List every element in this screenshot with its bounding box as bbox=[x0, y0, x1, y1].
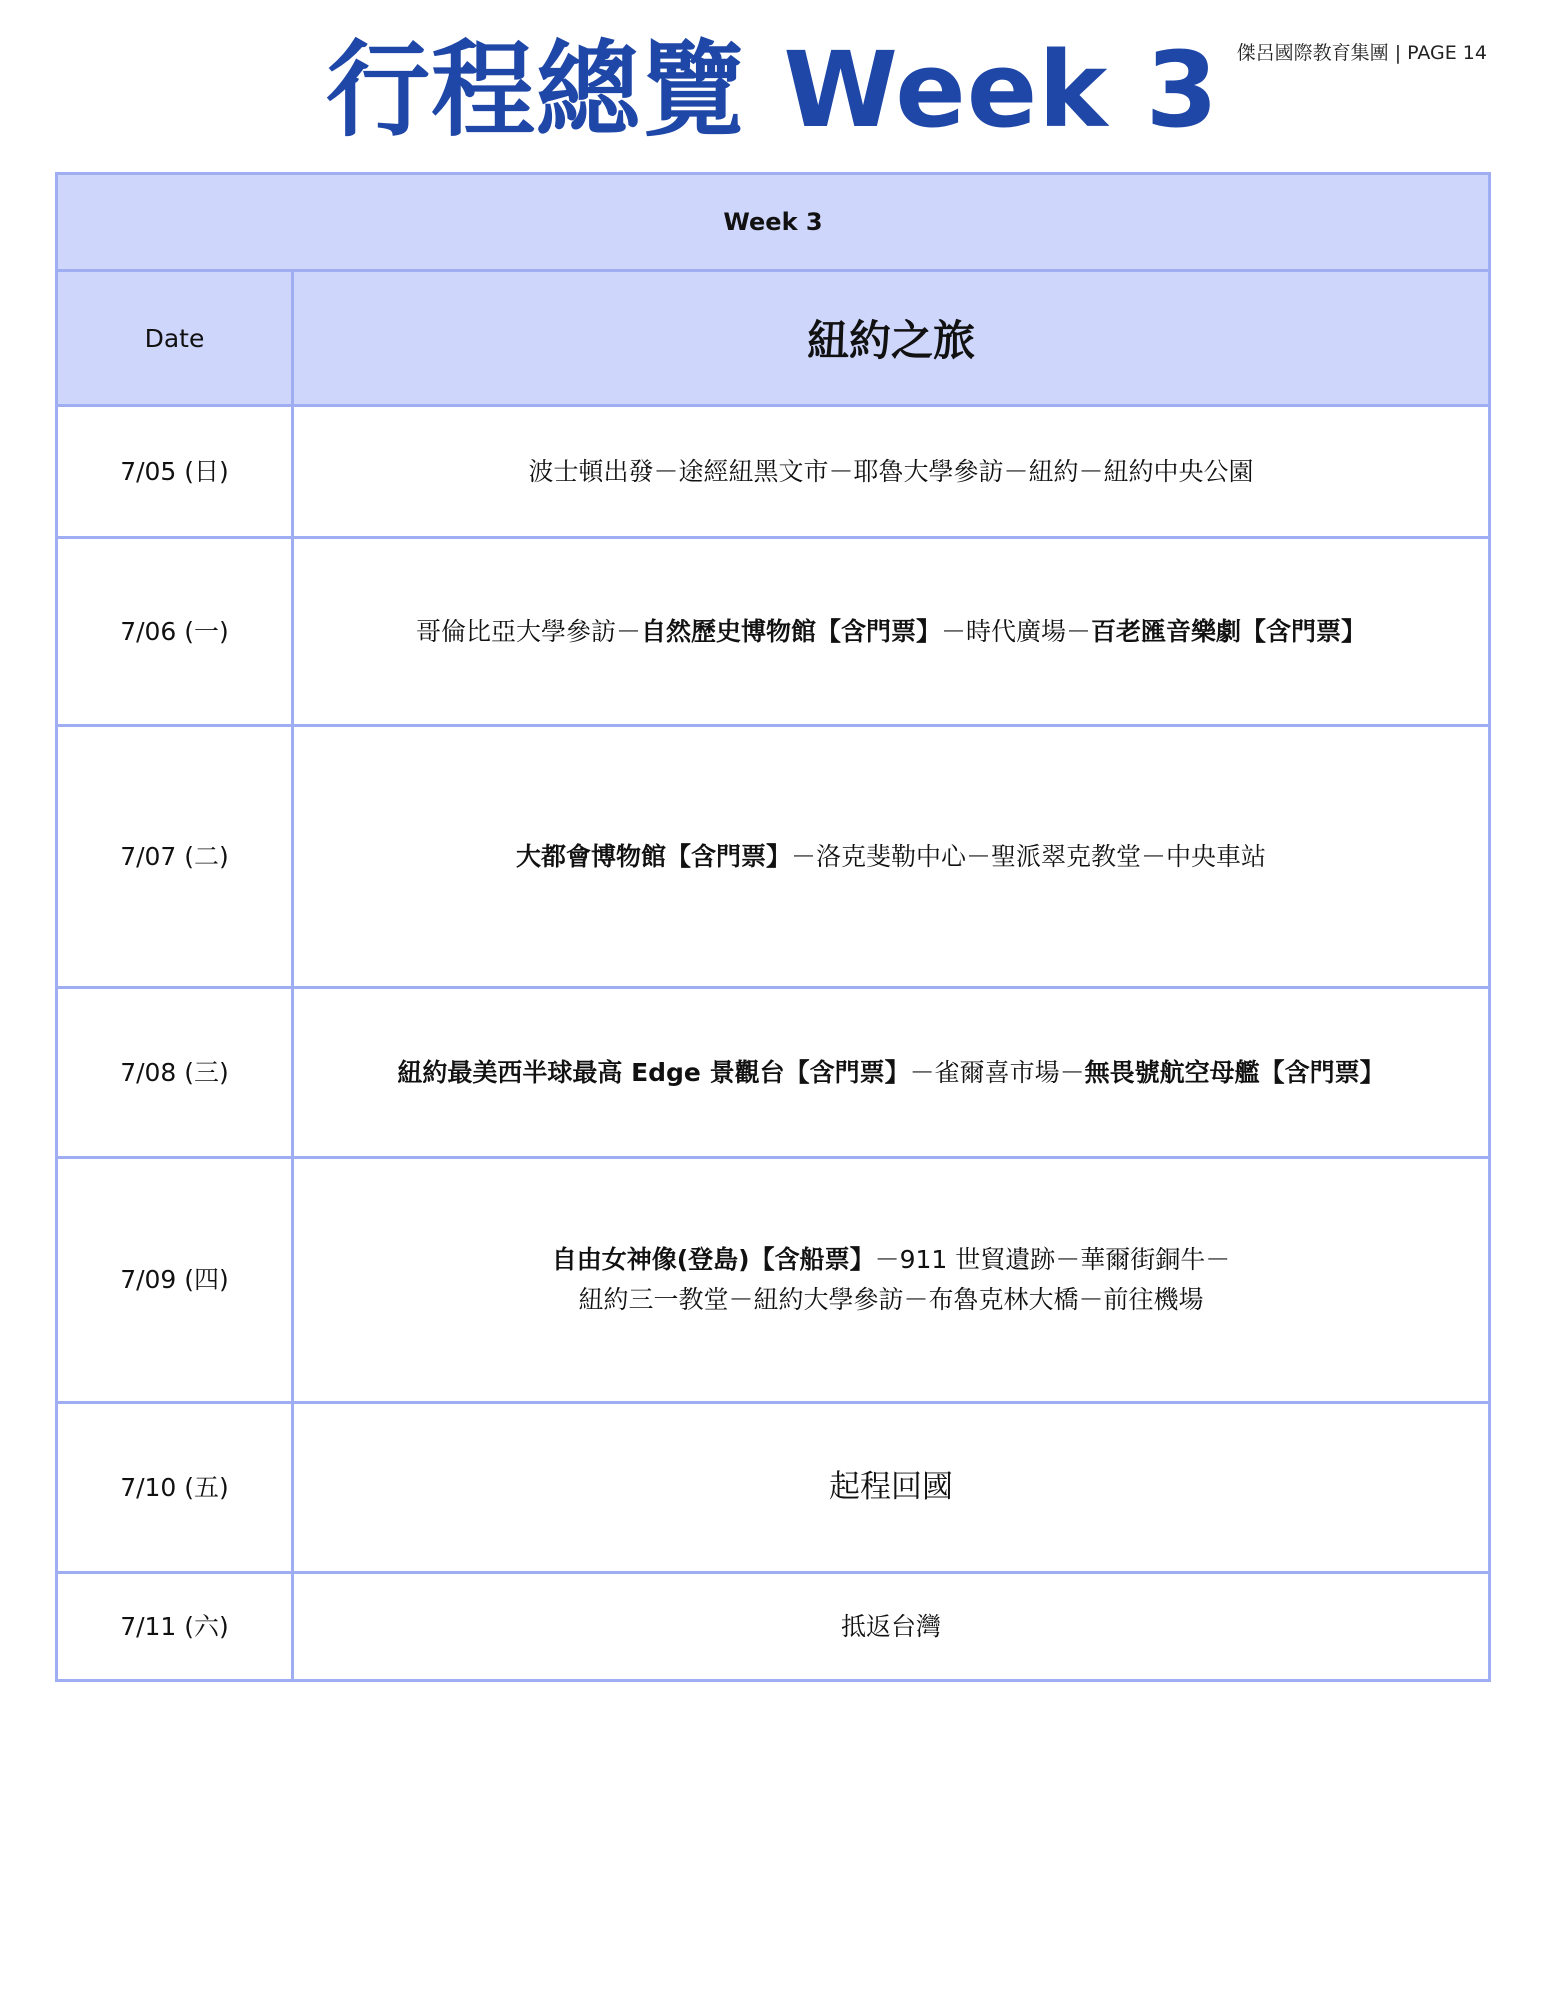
plan-text: －911 世貿遺跡－華爾街銅牛－ bbox=[874, 1245, 1231, 1274]
week-label: Week 3 bbox=[57, 174, 1490, 271]
plan-text: 抵返台灣 bbox=[840, 1611, 941, 1641]
plan-text: 哥倫比亞大學參訪－ bbox=[415, 616, 641, 646]
table-row bbox=[57, 1403, 1490, 1573]
date-column-header: Date bbox=[57, 271, 293, 406]
page-title: 行程總覽 Week 3 bbox=[325, 29, 1220, 151]
plan-text: 波士頓出發－途經紐黑文市－耶魯大學參訪－紐約－紐約中央公園 bbox=[528, 456, 1254, 486]
plan-cell bbox=[293, 988, 1490, 1158]
plan-text: －洛克斐勒中心－聖派翠克教堂－中央車站 bbox=[791, 841, 1267, 871]
plan-text: －時代廣場－ bbox=[941, 616, 1092, 646]
plan-cell bbox=[293, 1158, 1490, 1403]
plan-cell bbox=[293, 406, 1490, 538]
date-cell: 7/10 (五) bbox=[57, 1403, 293, 1573]
date-cell: 7/06 (一) bbox=[57, 538, 293, 726]
company-page-label: 傑呂國際教育集團 | PAGE 14 bbox=[1236, 42, 1487, 64]
plan-text-highlight: 自然歷史博物館【含門票】 bbox=[640, 616, 941, 646]
plan-cell bbox=[293, 1573, 1490, 1681]
table-row bbox=[57, 406, 1490, 538]
table-row bbox=[57, 1573, 1490, 1681]
plan-text-highlight: 無畏號航空母艦【含門票】 bbox=[1084, 1057, 1385, 1087]
trip-column-header: 紐約之旅 bbox=[293, 271, 1490, 406]
plan-text: 起程回國 bbox=[829, 1468, 953, 1505]
week-header-row bbox=[57, 174, 1490, 271]
table-row bbox=[57, 1158, 1490, 1403]
plan-text-highlight: 自由女神像(登島)【含船票】 bbox=[551, 1245, 875, 1274]
date-cell: 7/05 (日) bbox=[57, 406, 293, 538]
column-header-row bbox=[57, 271, 1490, 406]
date-cell: 7/08 (三) bbox=[57, 988, 293, 1158]
table-row bbox=[57, 726, 1490, 988]
table-row bbox=[57, 538, 1490, 726]
itinerary-table bbox=[55, 172, 1491, 1682]
plan-text-highlight: 紐約最美西半球最高 Edge 景觀台【含門票】 bbox=[397, 1057, 910, 1087]
date-cell: 7/09 (四) bbox=[57, 1158, 293, 1403]
table-row bbox=[57, 988, 1490, 1158]
plan-text: 紐約三一教堂－紐約大學參訪－布魯克林大橋－前往機場 bbox=[578, 1285, 1204, 1314]
plan-text: －雀爾喜市場－ bbox=[909, 1057, 1085, 1087]
plan-cell bbox=[293, 726, 1490, 988]
date-cell: 7/11 (六) bbox=[57, 1573, 293, 1681]
plan-cell bbox=[293, 1403, 1490, 1573]
plan-text-highlight: 大都會博物館【含門票】 bbox=[515, 841, 791, 871]
date-cell: 7/07 (二) bbox=[57, 726, 293, 988]
plan-text-highlight: 百老匯音樂劇【含門票】 bbox=[1091, 616, 1367, 646]
plan-cell bbox=[293, 538, 1490, 726]
